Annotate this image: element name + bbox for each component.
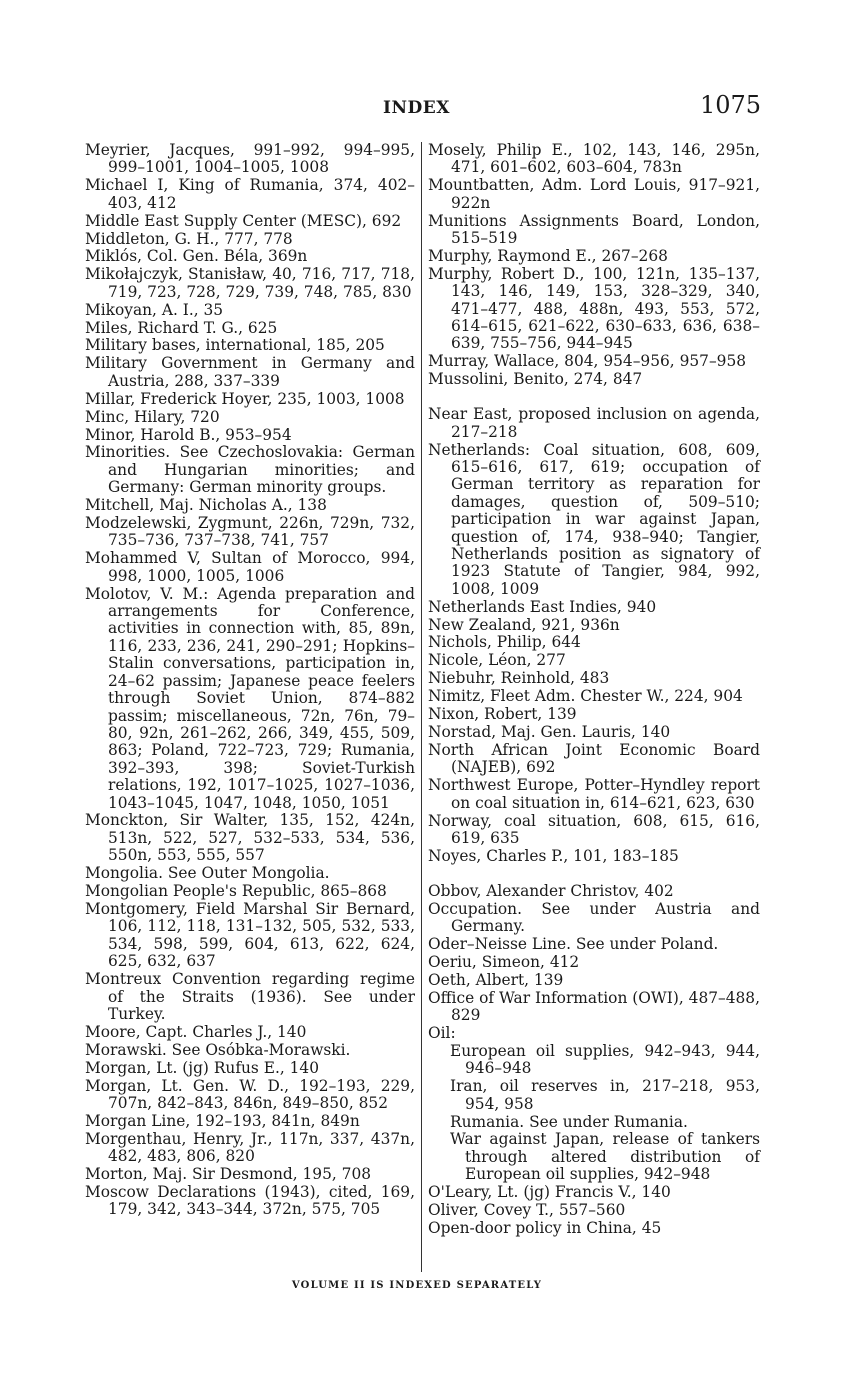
index-entry: Minc, Hilary, 720 (85, 407, 220, 426)
index-entry: Office of War Information (OWI), 487–488, 829 (428, 988, 760, 1025)
index-entry: Montgomery, Field Marshal Sir Bernard, 106, 112, 118, 131–132, 505, 532, 533, 534, 598, 599, 604, 613, 622, 624, 625, 632, 637 (85, 899, 415, 971)
index-entry: Noyes, Charles P., 101, 183–185 (428, 846, 679, 865)
index-entry: Morawski. See Osóbka-Morawski. (85, 1040, 351, 1059)
index-entry: Molotov, V. M.: Agenda preparation and arrangements for Conference, activities in connection with, 85, 89n, 116, 233, 236, 241, 290–291; Hopkins–Stalin conversations, participation in, 24–62 passim; Japanese peace feelers through Soviet Union, 874–882 passim; miscellaneous, 72n, 76n, 79–80, 92n, 261–262, 266, 349, 455, 509, 863; Poland, 722–723, 729; Rumania, 392–393, 398; Soviet-Turkish relations, 192, 1017–1025, 1027–1036, 1043–1045, 1047, 1048, 1050, 1051 (85, 584, 415, 812)
page-footer (0, 1280, 850, 1291)
index-entry: Mussolini, Benito, 274, 847 (428, 370, 643, 389)
index-entry: Morgan, Lt. Gen. W. D., 192–193, 229, 707n, 842–843, 846n, 849–850, 852 (85, 1076, 415, 1112)
index-entry: Nixon, Robert, 139 (428, 705, 577, 724)
index-entry: Nichols, Philip, 644 (428, 633, 581, 652)
index-entry: Military Government in Germany and Austria, 288, 337–339 (85, 354, 415, 390)
index-entry: Middleton, G. H., 777, 778 (85, 229, 293, 248)
index-entry: Morgan Line, 192–193, 841n, 849n (85, 1111, 360, 1130)
page-header (0, 92, 850, 126)
index-column-left (85, 142, 415, 1219)
index-entry: Norstad, Maj. Gen. Lauris, 140 (428, 723, 671, 741)
index-entry: Occupation. See under Austria and Germany. (428, 899, 760, 936)
index-entry: Oeriu, Simeon, 412 (428, 952, 580, 971)
letter-group-gap (428, 389, 760, 406)
index-entry: Military bases, international, 185, 205 (85, 336, 385, 355)
index-entry: Moore, Capt. Charles J., 140 (85, 1022, 307, 1041)
index-subentry: War against Japan, release of tankers through altered distribution of European oil supplies, 942–948 (450, 1130, 760, 1184)
index-entry: Mikołajczyk, Stanisław, 40, 716, 717, 718, 719, 723, 728, 729, 739, 748, 785, 830 (85, 265, 415, 301)
index-subentry: Iran, oil reserves in, 217–218, 953, 954, 958 (450, 1077, 760, 1113)
index-entry: Miklós, Col. Gen. Béla, 369n (85, 247, 308, 266)
running-title: INDEX (383, 98, 450, 118)
index-heading-oil: Oil: (428, 1024, 456, 1042)
index-entry: North African Joint Economic Board (NAJEB), 692 (428, 740, 760, 777)
index-entry: Munitions Assignments Board, London, 515–519 (428, 211, 760, 248)
index-entry: Nimitz, Fleet Adm. Chester W., 224, 904 (428, 687, 743, 706)
footer-note: VOLUME II IS INDEXED SEPARATELY (291, 1280, 543, 1291)
index-entry: Nicole, Léon, 277 (428, 651, 566, 670)
column-divider (421, 142, 422, 1272)
index-entry: Near East, proposed inclusion on agenda, 217–218 (428, 405, 760, 441)
index-subentry: European oil supplies, 942–943, 944, 946–948 (450, 1041, 760, 1078)
index-entry: Niebuhr, Reinhold, 483 (428, 669, 610, 688)
index-entry: O'Leary, Lt. (jg) Francis V., 140 (428, 1183, 671, 1202)
index-entry: Monckton, Sir Walter, 135, 152, 424n, 513n, 522, 527, 532–533, 534, 536, 550n, 553, 555, 557 (85, 811, 415, 865)
index-entry: Millar, Frederick Hoyer, 235, 1003, 1008 (85, 389, 405, 408)
letter-group-gap (428, 866, 760, 883)
index-entry: Morgenthau, Henry, Jr., 117n, 337, 437n, 482, 483, 806, 820 (85, 1129, 415, 1166)
index-subentry: Rumania. See under Rumania. (450, 1112, 688, 1131)
index-entry: Mongolia. See Outer Mongolia. (85, 864, 330, 883)
page-number: 1075 (700, 91, 762, 119)
index-entry: Morgan, Lt. (jg) Rufus E., 140 (85, 1058, 320, 1077)
index-entry: Netherlands East Indies, 940 (428, 597, 657, 616)
index-entry: Middle East Supply Center (MESC), 692 (85, 211, 402, 230)
index-entry: Oder–Neisse Line. See under Poland. (428, 934, 719, 953)
index-entry: Mikoyan, A. I., 35 (85, 300, 224, 319)
index-entry: Minor, Harold B., 953–954 (85, 425, 292, 444)
index-entry: Murphy, Robert D., 100, 121n, 135–137, 143, 146, 149, 153, 328–329, 340, 471–477, 488, 488n, 493, 553, 572, 614–615, 621–622, 630–633, 636, 638–639, 755–756, 944–945 (428, 264, 760, 353)
index-entry: Modzelewski, Zygmunt, 226n, 729n, 732, 735–736, 737–738, 741, 757 (85, 514, 415, 550)
index-entry: Meyrier, Jacques, 991–992, 994–995, 999–1001, 1004–1005, 1008 (85, 141, 415, 177)
index-entry: Murray, Wallace, 804, 954–956, 957–958 (428, 352, 747, 371)
index-entry: Mountbatten, Adm. Lord Louis, 917–921, 922n (428, 176, 760, 212)
index-entry: Oliver, Covey T., 557–560 (428, 1201, 626, 1220)
index-entry: Montreux Convention regarding regime of the Straits (1936). See under Turkey. (85, 970, 415, 1023)
index-entry: Open-door policy in China, 45 (428, 1218, 662, 1237)
index-entry: Murphy, Raymond E., 267–268 (428, 246, 668, 265)
index-entry: Obbov, Alexander Christov, 402 (428, 881, 674, 900)
index-entry: Mohammed V, Sultan of Morocco, 994, 998, 1000, 1005, 1006 (85, 549, 415, 585)
index-entry: Netherlands: Coal situation, 608, 609, 615–616, 617, 619; occupation of German territory as reparation for damages, question of, 509–510; participation in war against Japan, question of, 174, 938–940; Tangier, Netherlands position as signatory of 1923 Statute of Tangier, 984, 992, 1008, 1009 (428, 440, 760, 598)
index-entry: New Zealand, 921, 936n (428, 615, 620, 634)
index-entry: Minorities. See Czechoslovakia: German and Hungarian minorities; and Germany: German minority groups. (85, 443, 415, 497)
index-entry: Morton, Maj. Sir Desmond, 195, 708 (85, 1165, 372, 1184)
index-entry: Moscow Declarations (1943), cited, 169, 179, 342, 343–344, 372n, 575, 705 (85, 1182, 415, 1219)
index-entry: Mitchell, Maj. Nicholas A., 138 (85, 496, 327, 515)
index-entry: Michael I, King of Rumania, 374, 402–403, 412 (85, 176, 415, 212)
index-entry: Norway, coal situation, 608, 615, 616, 619, 635 (428, 811, 760, 847)
index-entry: Mongolian People's Republic, 865–868 (85, 882, 387, 901)
index-entry: Oeth, Albert, 139 (428, 970, 564, 989)
index-entry: Miles, Richard T. G., 625 (85, 318, 278, 337)
index-column-right (428, 142, 760, 1238)
index-entry: Northwest Europe, Potter–Hyndley report on coal situation in, 614–621, 623, 630 (428, 776, 760, 812)
index-entry: Mosely, Philip E., 102, 143, 146, 295n, 471, 601–602, 603–604, 783n (428, 141, 760, 177)
